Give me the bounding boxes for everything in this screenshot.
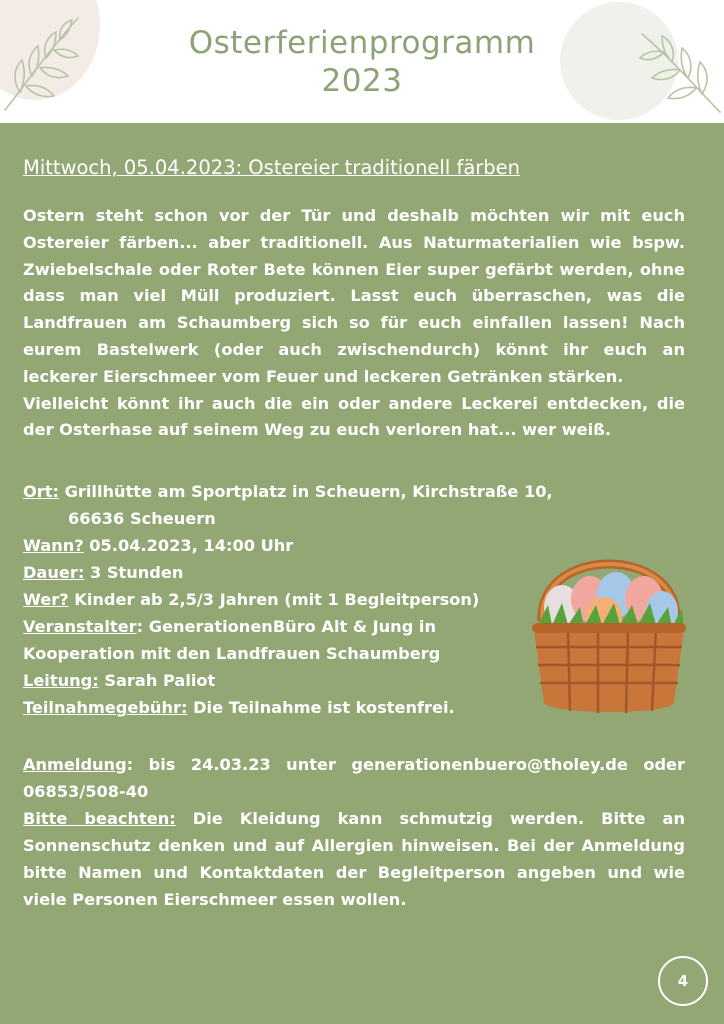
dauer-label: Dauer: (23, 563, 85, 582)
anmeldung-label: Anmeldung (23, 755, 127, 774)
hinweis-label: Bitte beachten: (23, 809, 176, 828)
intro-paragraph: Vielleicht könnt ihr auch die ein oder andere Leckerei entdecken, die der Osterhase auf seinem Weg zu euch verloren hat... wer weiß. (23, 393, 685, 440)
signup-paragraph (23, 751, 685, 805)
gebuehr-label: Teilnahmegebühr: (23, 698, 188, 717)
veranstalter-value: : GenerationenBüro Alt & Jung in (136, 617, 436, 636)
page-header (0, 0, 724, 123)
gebuehr-value: Die Teilnahme ist kostenfrei. (187, 698, 455, 717)
easter-basket-icon (528, 525, 690, 720)
wann-value: 05.04.2023, 14:00 Uhr (83, 536, 294, 555)
title-line-2: 2023 (321, 63, 403, 99)
leitung-value: Sarah Paliot (98, 671, 216, 690)
wer-value: Kinder ab 2,5/3 Jahren (mit 1 Begleitperson) (68, 590, 480, 609)
page-number: 4 (658, 956, 708, 1006)
ort-label: Ort: (23, 482, 59, 501)
anmeldung-value: : bis 24.03.23 unter generationenbuero@tholey.de oder 06853/508-40 (23, 755, 685, 801)
hinweis-paragraph (23, 805, 685, 913)
detail-veranstalter-line2: Kooperation mit den Landfrauen Schaumberg (23, 644, 441, 663)
intro-paragraph: Ostern steht schon vor der Tür und deshalb möchten wir mit euch Ostereier färben... aber traditionell. Aus Naturmaterialien wie bspw. Zwiebelschale oder Roter Bete können Eier super gefärbt werden, ohne dass man viel Müll produziert. Lasst euch überraschen, was die Landfrauen am Schaumberg sich so für euch einfallen lassen! Nach eurem Bastelwerk (oder auch zwischendurch) könnt ihr euch an leckerer Eierschmeer vom Feuer und leckeren Getränken stärken. (23, 206, 685, 386)
veranstalter-label: Veranstalter (23, 617, 137, 636)
signup-section (23, 751, 685, 913)
wer-label: Wer? (23, 590, 69, 609)
detail-ort-line2: 66636 Scheuern (68, 509, 216, 528)
hinweis-value: Die Kleidung kann schmutzig werden. Bitte an Sonnenschutz denken und auf Allergien hinweisen. Bei der Anmeldung bitte Namen und Kontaktdaten der Begleitperson angeben und wie viele Personen Eierschmeer essen wollen. (23, 809, 685, 909)
leitung-label: Leitung: (23, 671, 99, 690)
detail-ort (23, 478, 685, 505)
dauer-value: 3 Stunden (84, 563, 184, 582)
event-description (23, 203, 685, 444)
page-title (0, 24, 724, 100)
title-line-1: Osterferienprogramm (188, 25, 536, 61)
wann-label: Wann? (23, 536, 84, 555)
ort-value: Grillhütte am Sportplatz in Scheuern, Kirchstraße 10, (58, 482, 553, 501)
event-heading: Mittwoch, 05.04.2023: Ostereier traditionell färben (23, 156, 521, 179)
